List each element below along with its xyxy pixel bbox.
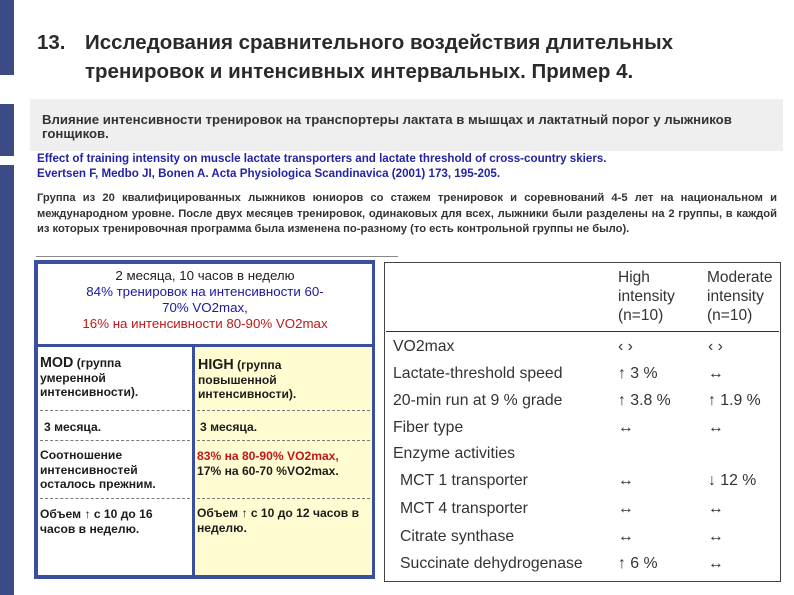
row-value-high: ↑ 3 % — [618, 365, 658, 382]
left-accent-bar-middle — [0, 104, 14, 156]
row-label: MCT 4 transporter — [400, 500, 528, 517]
title-line-1: Исследования сравнительного воздействия длительных — [85, 31, 674, 54]
study-description: Группа из 20 квалифицированных лыжников юниоров со стажем тренировок и соревнований 4-5 лет на национальном и международном уровне. После двух месяцев тренировок, одинаковых для всех, лыжники были разделены на 2 группы, в каждой из которых тренировочная программа была изменена по-разному (то есть контрольной группы не было). — [37, 192, 777, 236]
mod-separator-3 — [40, 498, 190, 499]
mod-training-volume: Объем ↑ с 10 до 16 часов в неделю. — [40, 507, 153, 536]
left-accent-bar-top — [0, 0, 14, 75]
row-label: Succinate dehydrogenase — [400, 555, 583, 572]
high-intensity-ratio — [197, 449, 371, 478]
row-label: Fiber type — [393, 419, 464, 436]
row-value-high: ↔ — [618, 500, 634, 517]
summary-line-3: 70% VO2max, — [162, 300, 248, 315]
row-value-moderate: ‹ › — [708, 338, 723, 355]
high-separator-2 — [197, 440, 370, 441]
row-value-moderate: ↔ — [708, 365, 724, 382]
row-label: MCT 1 transporter — [400, 472, 528, 489]
row-value-moderate: ↑ 1.9 % — [708, 392, 761, 409]
title-line-2: тренировок и интенсивных интервальных. Пример 4. — [85, 60, 634, 83]
column-header-high: High intensity (n=10) — [618, 269, 675, 324]
citation-title: Effect of training intensity on muscle lactate transporters and lactate threshold of cross-country skiers. — [37, 152, 607, 165]
mod-intensity-ratio: Соотношение интенсивностей осталось прежним. — [40, 448, 156, 491]
high-duration: 3 месяца. — [200, 420, 258, 434]
high-training-volume: Объем ↑ с 10 до 12 часов в неделю. — [197, 506, 360, 535]
mod-separator-2 — [40, 440, 190, 441]
high-group-description: повышенной интенсивности). — [198, 372, 297, 401]
description-divider — [36, 256, 398, 257]
row-value-moderate: ↔ — [708, 419, 724, 436]
study-subtitle: Влияние интенсивности тренировок на транспортеры лактата в мышцах и лактатный порог у лыжников гонщиков. — [42, 112, 732, 141]
high-ratio-low-share: 17% на 60-70 %VO2max. — [197, 463, 339, 478]
slide-title — [37, 28, 787, 86]
row-value-high: ↔ — [618, 419, 634, 436]
row-label: Citrate synthase — [400, 528, 515, 545]
citation — [37, 151, 777, 181]
row-value-moderate: ↓ 12 % — [708, 472, 757, 489]
mod-group-title: MOD (группа умеренной интенсивности). — [40, 355, 139, 399]
row-value-high: ↔ — [618, 472, 634, 489]
row-value-moderate: ↔ — [708, 528, 724, 545]
row-value-high: ↔ — [618, 528, 634, 545]
row-value-moderate: ↔ — [708, 500, 724, 517]
mod-duration: 3 месяца. — [44, 420, 102, 434]
high-group-title: HIGH (группа повышенной интенсивности). — [198, 357, 297, 401]
row-label: Enzyme activities — [393, 445, 516, 462]
left-accent-bar-bottom — [0, 165, 14, 595]
summary-line-2: 84% тренировок на интенсивности 60- — [86, 284, 324, 299]
mod-separator-1 — [40, 410, 190, 411]
row-label: VO2max — [393, 338, 455, 355]
high-ratio-high-share: 83% на 80-90% VO2max, — [197, 449, 339, 463]
slide-number: 13. — [37, 31, 66, 54]
row-label: Lactate-threshold speed — [393, 365, 563, 382]
row-value-high: ‹ › — [618, 338, 633, 355]
summary-line-1: 2 месяца, 10 часов в неделю — [115, 268, 295, 283]
high-separator-1 — [197, 410, 370, 411]
column-header-moderate: Moderate intensity (n=10) — [707, 269, 773, 324]
mod-group-description: умеренной интенсивности). — [40, 370, 139, 399]
row-label: 20-min run at 9 % grade — [393, 392, 563, 409]
row-value-high: ↑ 3.8 % — [618, 392, 671, 409]
mod-label: MOD — [40, 355, 74, 371]
summary-line-4: 16% на интенсивности 80-90% VO2max — [82, 316, 328, 331]
row-value-moderate: ↔ — [708, 555, 724, 572]
high-label: HIGH — [198, 357, 234, 373]
results-table-header-rule — [386, 331, 779, 332]
high-separator-3 — [197, 498, 370, 499]
citation-reference: Evertsen F, Medbo JI, Bonen A. Acta Physiologica Scandinavica (2001) 173, 195-205. — [37, 167, 501, 180]
row-value-high: ↑ 6 % — [618, 555, 658, 572]
